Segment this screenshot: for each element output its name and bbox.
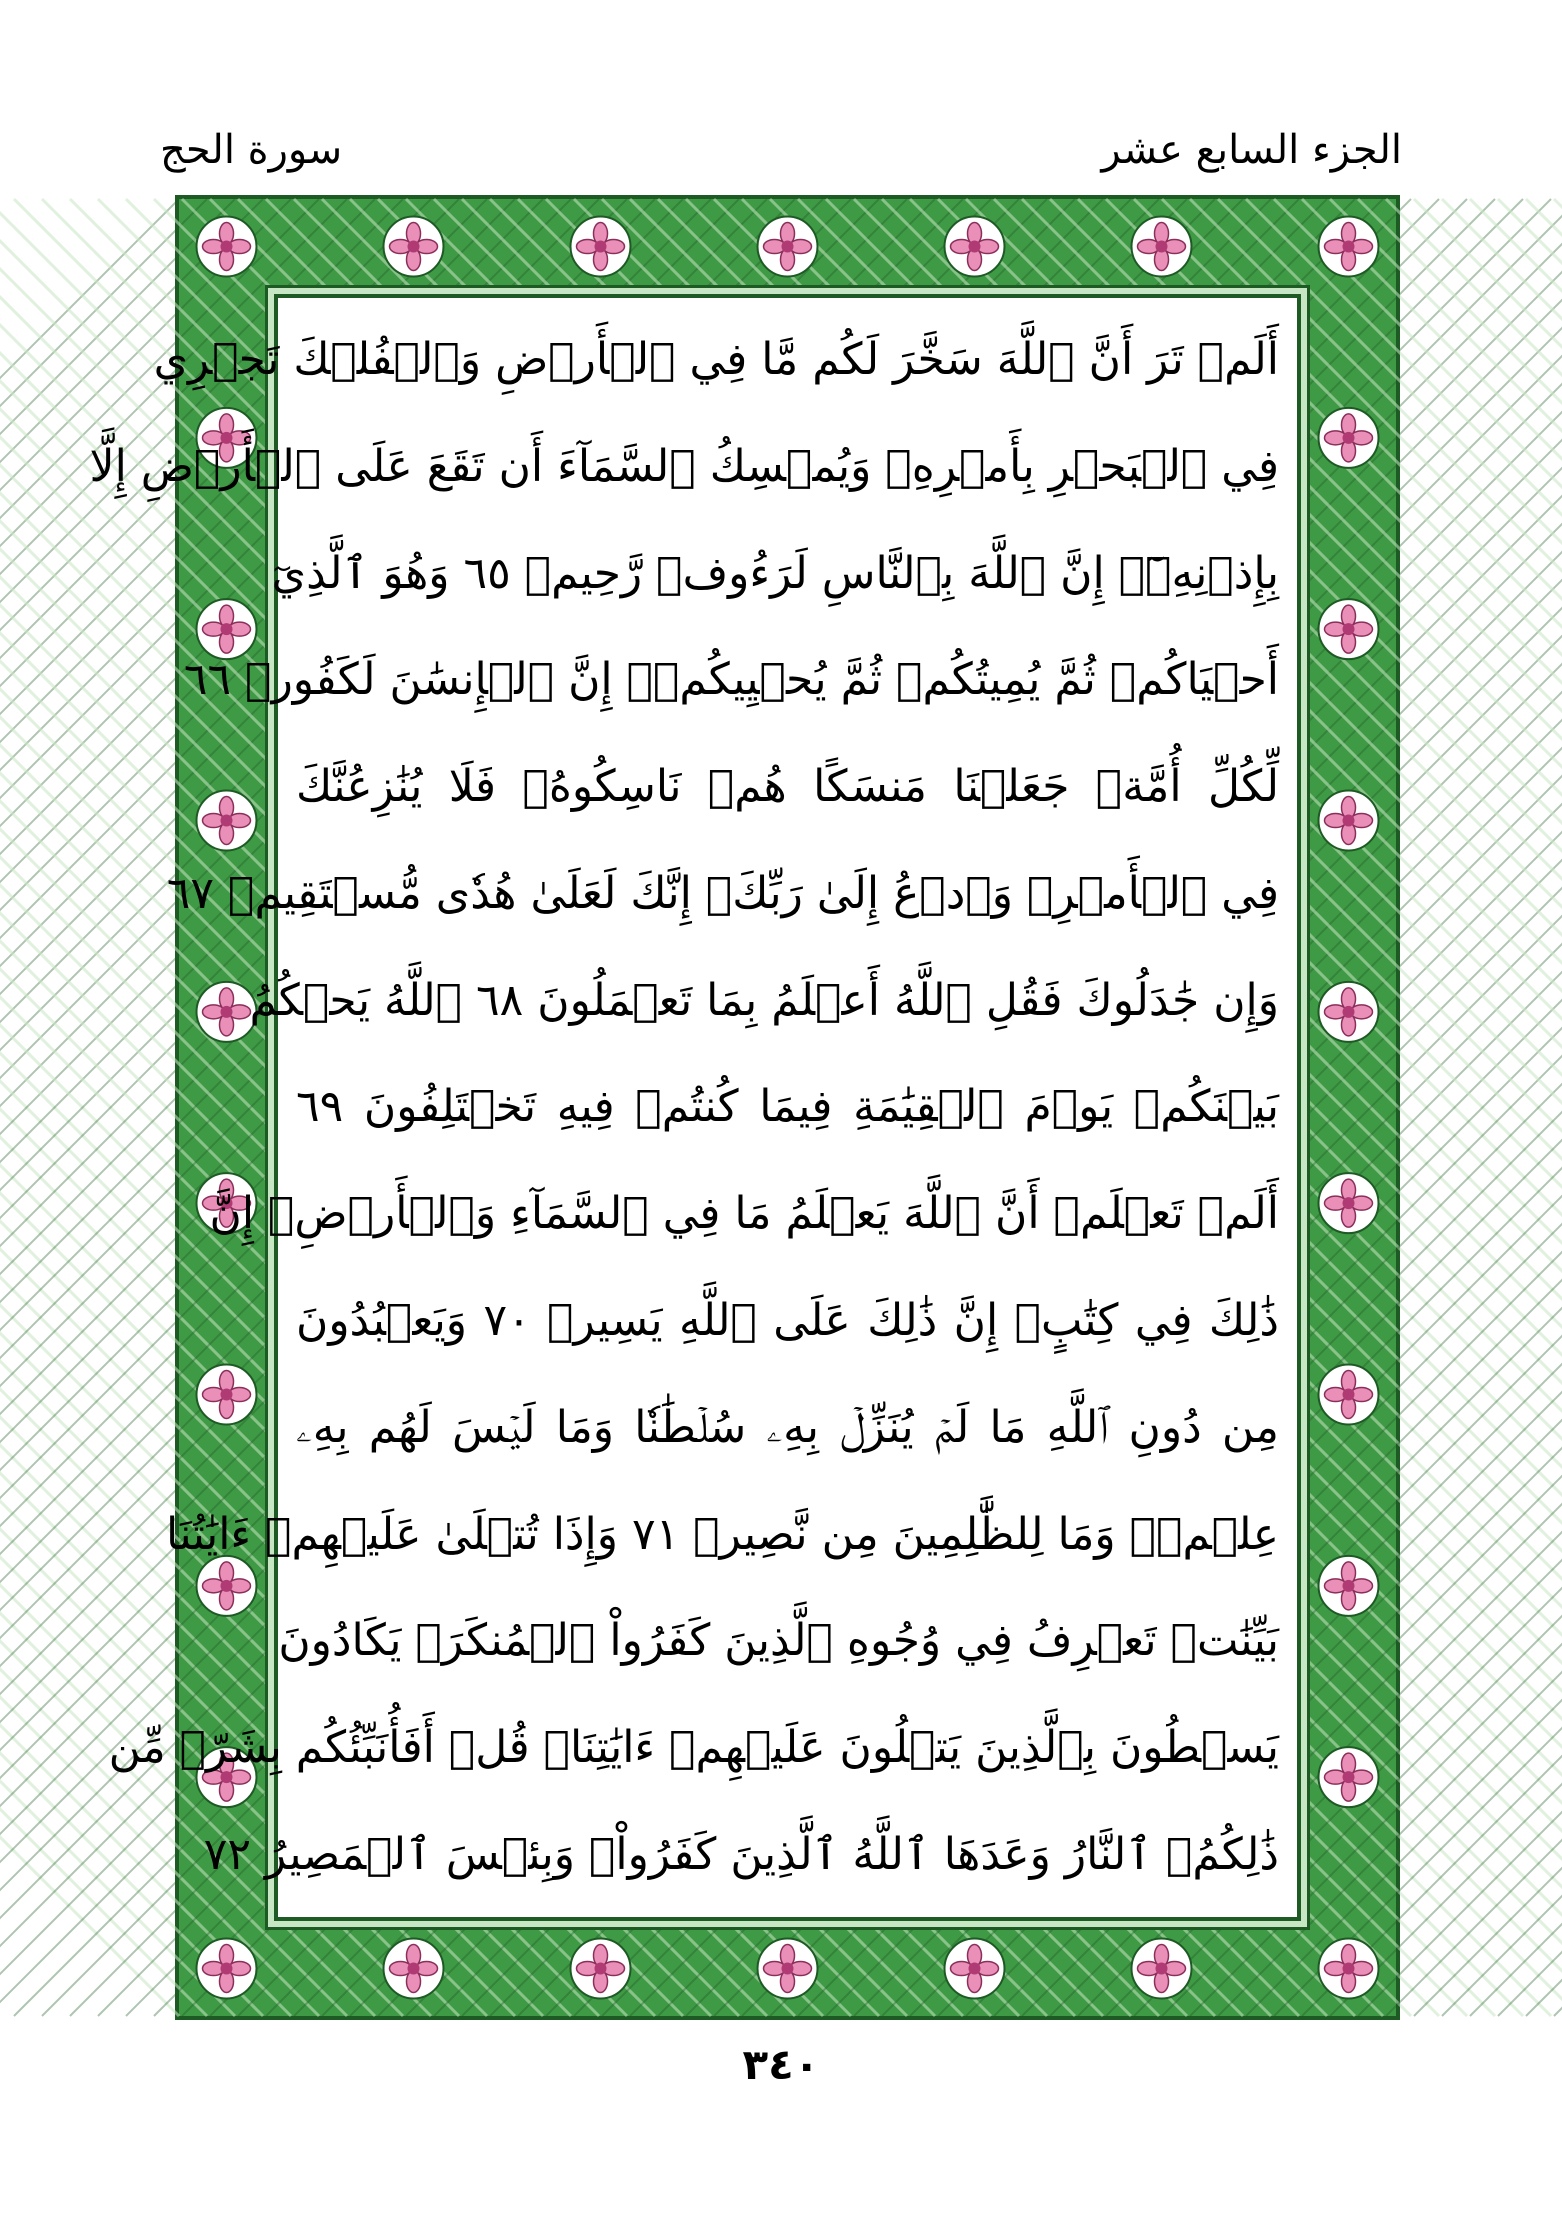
- text-line: أَحۡيَاكُمۡ ثُمَّ يُمِيتُكُمۡ ثُمَّ يُحۡيِيكُمۡۗ إِنَّ ٱلۡإِنسَٰنَ لَكَفُورٞ ٦٦: [183, 654, 1279, 706]
- text-line: ذَٰلِكَ فِي كِتَٰبٍۚ إِنَّ ذَٰلِكَ عَلَى ٱللَّهِ يَسِيرٞ ٧٠ وَيَعۡبُدُونَ: [296, 1295, 1279, 1347]
- text-line: بَيۡنَكُمۡ يَوۡمَ ٱلۡقِيَٰمَةِ فِيمَا كُنتُمۡ فِيهِ تَخۡتَلِفُونَ ٦٩: [296, 1081, 1279, 1133]
- text-panel: [89, 294, 1301, 1921]
- text-line: أَلَمۡ تَعۡلَمۡ أَنَّ ٱللَّهَ يَعۡلَمُ مَا فِي ٱلسَّمَآءِ وَٱلۡأَرۡضِۚ إِنَّ: [209, 1188, 1279, 1240]
- text-line: عِلۡمٞۗ وَمَا لِلظَّٰلِمِينَ مِن نَّصِيرٖ ٧١ وَإِذَا تُتۡلَىٰ عَلَيۡهِمۡ ءَايَٰتُنَا: [165, 1508, 1279, 1560]
- page-number: ٣٤٠: [742, 2040, 820, 2089]
- floral-medallion-icon: [197, 1365, 257, 1425]
- floral-medallion-icon: [945, 217, 1005, 277]
- surah-title: سورة الحج: [160, 127, 343, 173]
- floral-medallion-icon: [1132, 217, 1192, 277]
- floral-medallion-icon: [384, 1939, 444, 1999]
- floral-medallion-icon: [758, 1939, 818, 1999]
- floral-medallion-icon: [945, 1939, 1005, 1999]
- floral-medallion-icon: [571, 1939, 631, 1999]
- floral-medallion-icon: [384, 217, 444, 277]
- floral-medallion-icon: [197, 982, 257, 1042]
- floral-medallion-icon: [758, 217, 818, 277]
- floral-medallion-icon: [197, 1939, 257, 1999]
- ornamental-frame: [89, 195, 1400, 2020]
- floral-medallion-icon: [1319, 599, 1379, 659]
- text-line: يَسۡطُونَ بِٱلَّذِينَ يَتۡلُونَ عَلَيۡهِمۡ ءَايَٰتِنَاۗ قُلۡ أَفَأُنَبِّئُكُم بِشَرّٖ مِّن: [108, 1722, 1279, 1774]
- floral-medallion-icon: [1319, 408, 1379, 468]
- floral-medallion-icon: [1319, 1747, 1379, 1807]
- floral-medallion-icon: [1319, 1365, 1379, 1425]
- floral-medallion-icon: [1319, 982, 1379, 1042]
- text-line: بَيِّنَٰتٖ تَعۡرِفُ فِي وُجُوهِ ٱلَّذِينَ كَفَرُواْ ٱلۡمُنكَرَۖ يَكَادُونَ: [278, 1615, 1279, 1667]
- floral-medallion-icon: [1319, 791, 1379, 851]
- text-line: لِّكُلِّ أُمَّةٖ جَعَلۡنَا مَنسَكًا هُمۡ نَاسِكُوهُۖ فَلَا يُنَٰزِعُنَّكَ: [296, 761, 1279, 813]
- text-line: فِي ٱلۡأَمۡرِۚ وَٱدۡعُ إِلَىٰ رَبِّكَۖ إِنَّكَ لَعَلَىٰ هُدٗى مُّسۡتَقِيمٖ ٦٧: [166, 867, 1279, 919]
- text-line: أَلَمۡ تَرَ أَنَّ ٱللَّهَ سَخَّرَ لَكُم مَّا فِي ٱلۡأَرۡضِ وَٱلۡفُلۡكَ تَجۡرِي: [153, 334, 1279, 385]
- floral-medallion-icon: [1319, 1939, 1379, 1999]
- text-line: مِن دُونِ ٱللَّهِ مَا لَمۡ يُنَزِّلۡ بِهِۦ سُلۡطَٰنٗا وَمَا لَيۡسَ لَهُم بِهِۦ: [296, 1401, 1279, 1453]
- floral-medallion-icon: [1319, 217, 1379, 277]
- juz-title: الجزء السابع عشر: [1101, 127, 1402, 173]
- floral-medallion-icon: [197, 791, 257, 851]
- verse-text-area: [89, 310, 1279, 1905]
- floral-medallion-icon: [1319, 1556, 1379, 1616]
- floral-medallion-icon: [197, 217, 257, 277]
- text-line: ذَٰلِكُمُۚ ٱلنَّارُ وَعَدَهَا ٱللَّهُ ٱلَّذِينَ كَفَرُواْۖ وَبِئۡسَ ٱلۡمَصِيرُ ٧٢: [203, 1828, 1279, 1880]
- text-line: بِإِذۡنِهِۦٓۚ إِنَّ ٱللَّهَ بِٱلنَّاسِ لَرَءُوفٞ رَّحِيمٞ ٦٥ وَهُوَ ٱلَّذِيٓ: [271, 547, 1279, 599]
- floral-medallion-icon: [1132, 1939, 1192, 1999]
- text-line: فِي ٱلۡبَحۡرِ بِأَمۡرِهِۦ وَيُمۡسِكُ ٱلسَّمَآءَ أَن تَقَعَ عَلَى ٱلۡأَرۡضِ إِلَّا: [89, 440, 1279, 492]
- text-line: وَإِن جَٰدَلُوكَ فَقُلِ ٱللَّهُ أَعۡلَمُ بِمَا تَعۡمَلُونَ ٦٨ ٱللَّهُ يَحۡكُمُ: [249, 974, 1279, 1026]
- floral-medallion-icon: [1319, 1173, 1379, 1233]
- page-header: [160, 110, 1402, 190]
- floral-medallion-icon: [571, 217, 631, 277]
